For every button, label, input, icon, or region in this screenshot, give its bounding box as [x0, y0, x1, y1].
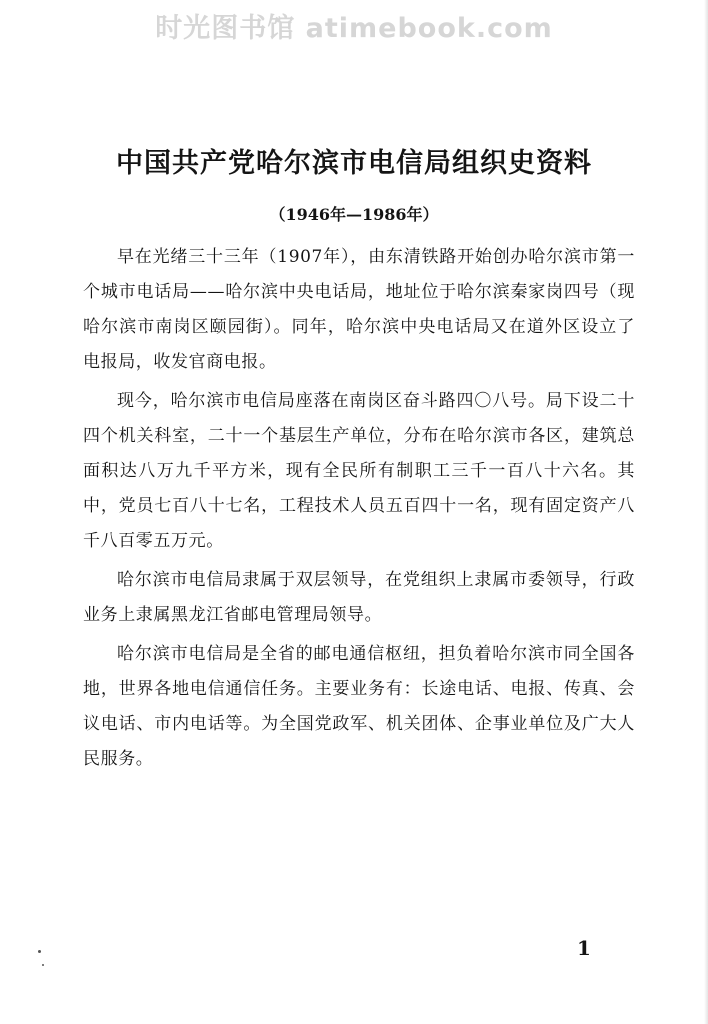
paragraph: 哈尔滨市电信局隶属于双层领导，在党组织上隶属市委领导，行政业务上隶属黑龙江省邮电管理局领导。 — [83, 570, 635, 625]
watermark: 时光图书馆 atimebook.com — [155, 13, 553, 44]
paragraph: 现今，哈尔滨市电信局座落在南岗区奋斗路四〇八号。局下设二十四个机关科室，二十一个基层生产单位，分布在哈尔滨市各区，建筑总面积达八万九千平方米，现有全民所有制职工三千一百八十六名。其中，党员七百八十七名，工程技术人员五百四十一名，现有固定资产八千八百零五万元。 — [83, 391, 635, 551]
scan-speck — [42, 964, 44, 966]
document-body — [83, 240, 635, 781]
scan-speck — [38, 950, 41, 953]
page-number: 1 — [577, 936, 591, 960]
scan-edge-shadow — [704, 0, 708, 1024]
document-title: 中国共产党哈尔滨市电信局组织史资料 — [116, 148, 592, 179]
paragraph: 早在光绪三十三年（1907年），由东清铁路开始创办哈尔滨市第一个城市电话局——哈尔滨中央电话局，地址位于哈尔滨秦家岗四号（现哈尔滨市南岗区颐园街）。同年，哈尔滨中央电话局又在道外区设立了电报局，收发官商电报。 — [83, 247, 635, 372]
document-subtitle: （1946年—1986年） — [269, 205, 439, 224]
paragraph: 哈尔滨市电信局是全省的邮电通信枢纽，担负着哈尔滨市同全国各地，世界各地电信通信任务。主要业务有：长途电话、电报、传真、会议电话、市内电话等。为全国党政军、机关团体、企事业单位及广大人民服务。 — [83, 644, 635, 769]
